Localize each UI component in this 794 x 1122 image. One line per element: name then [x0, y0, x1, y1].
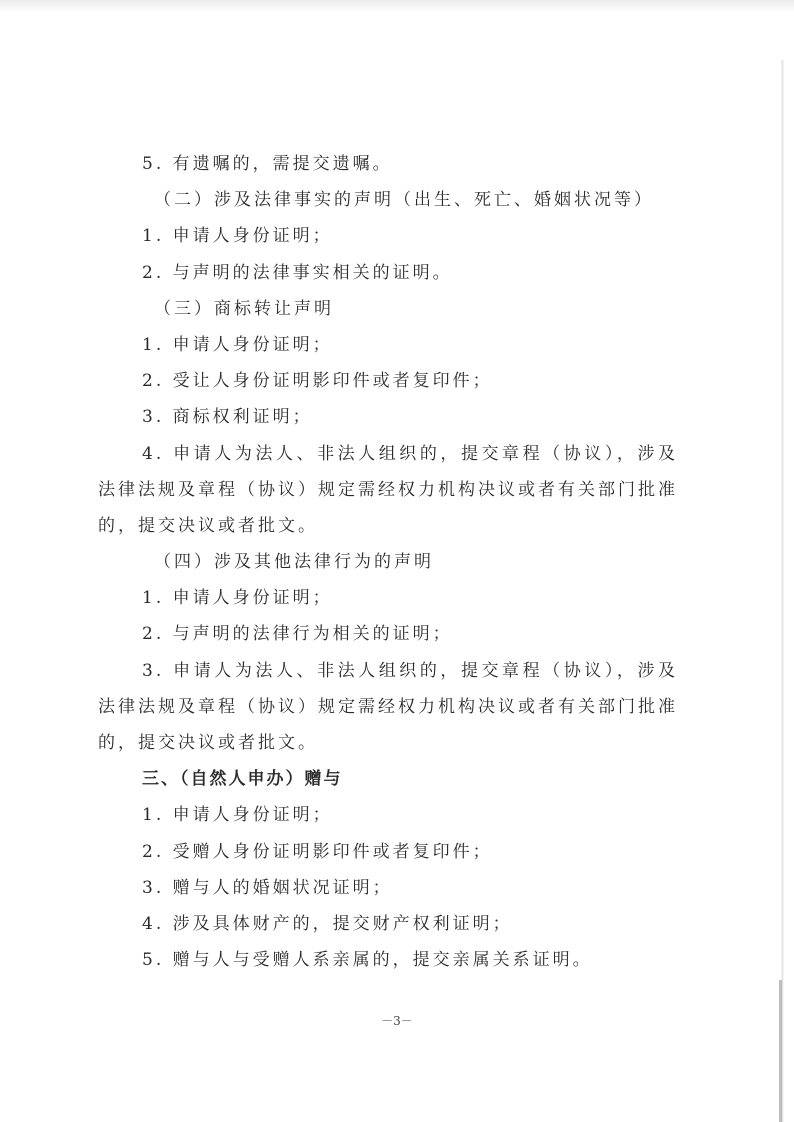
list-item: 1. 申请人身份证明； [142, 588, 333, 609]
page-number: －3－ [381, 1014, 413, 1028]
list-item: 2. 与声明的法律行为相关的证明； [142, 624, 453, 645]
list-item-paragraph: 3. 申请人为法人、非法人组织的，提交章程（协议），涉及法律法规及章程（协议）规定需经权力机构决议或者有关部门批准的，提交决议或者批文。 [98, 660, 678, 754]
scan-right-edge-dark [779, 980, 782, 1122]
list-item-paragraph: 4. 申请人为法人、非法人组织的，提交章程（协议），涉及法律法规及章程（协议）规定需经权力机构决议或者有关部门批准的，提交决议或者批文。 [98, 443, 678, 536]
list-item: 1. 申请人身份证明； [142, 334, 333, 355]
list-item: 3. 赠与人的婚姻状况证明； [142, 877, 393, 898]
scan-top-shadow [0, 0, 794, 12]
list-item: 2. 受让人身份证明影印件或者复印件； [142, 371, 493, 392]
section-heading: 三、（自然人申办）赠与 [142, 769, 343, 790]
document-body [98, 146, 678, 978]
section-subheading: （四）涉及其他法律行为的声明 [154, 552, 434, 573]
list-item: 5. 有遗嘱的，需提交遗嘱。 [142, 154, 393, 174]
list-item: 5. 赠与人与受赠人系亲属的，提交亲属关系证明。 [142, 950, 593, 971]
scan-right-edge [781, 60, 784, 1122]
list-item: 2. 受赠人身份证明影印件或者复印件； [142, 841, 493, 862]
list-item: 3. 商标权利证明； [142, 407, 313, 428]
list-item: 1. 申请人身份证明； [142, 226, 333, 247]
list-item: 1. 申请人身份证明； [142, 805, 333, 826]
section-subheading: （二）涉及法律事实的声明（出生、死亡、婚姻状况等） [154, 190, 654, 211]
list-item: 2. 与声明的法律事实相关的证明。 [142, 262, 453, 283]
section-subheading: （三）商标转让声明 [154, 298, 334, 319]
list-item: 4. 涉及具体财产的，提交财产权利证明； [142, 914, 513, 934]
